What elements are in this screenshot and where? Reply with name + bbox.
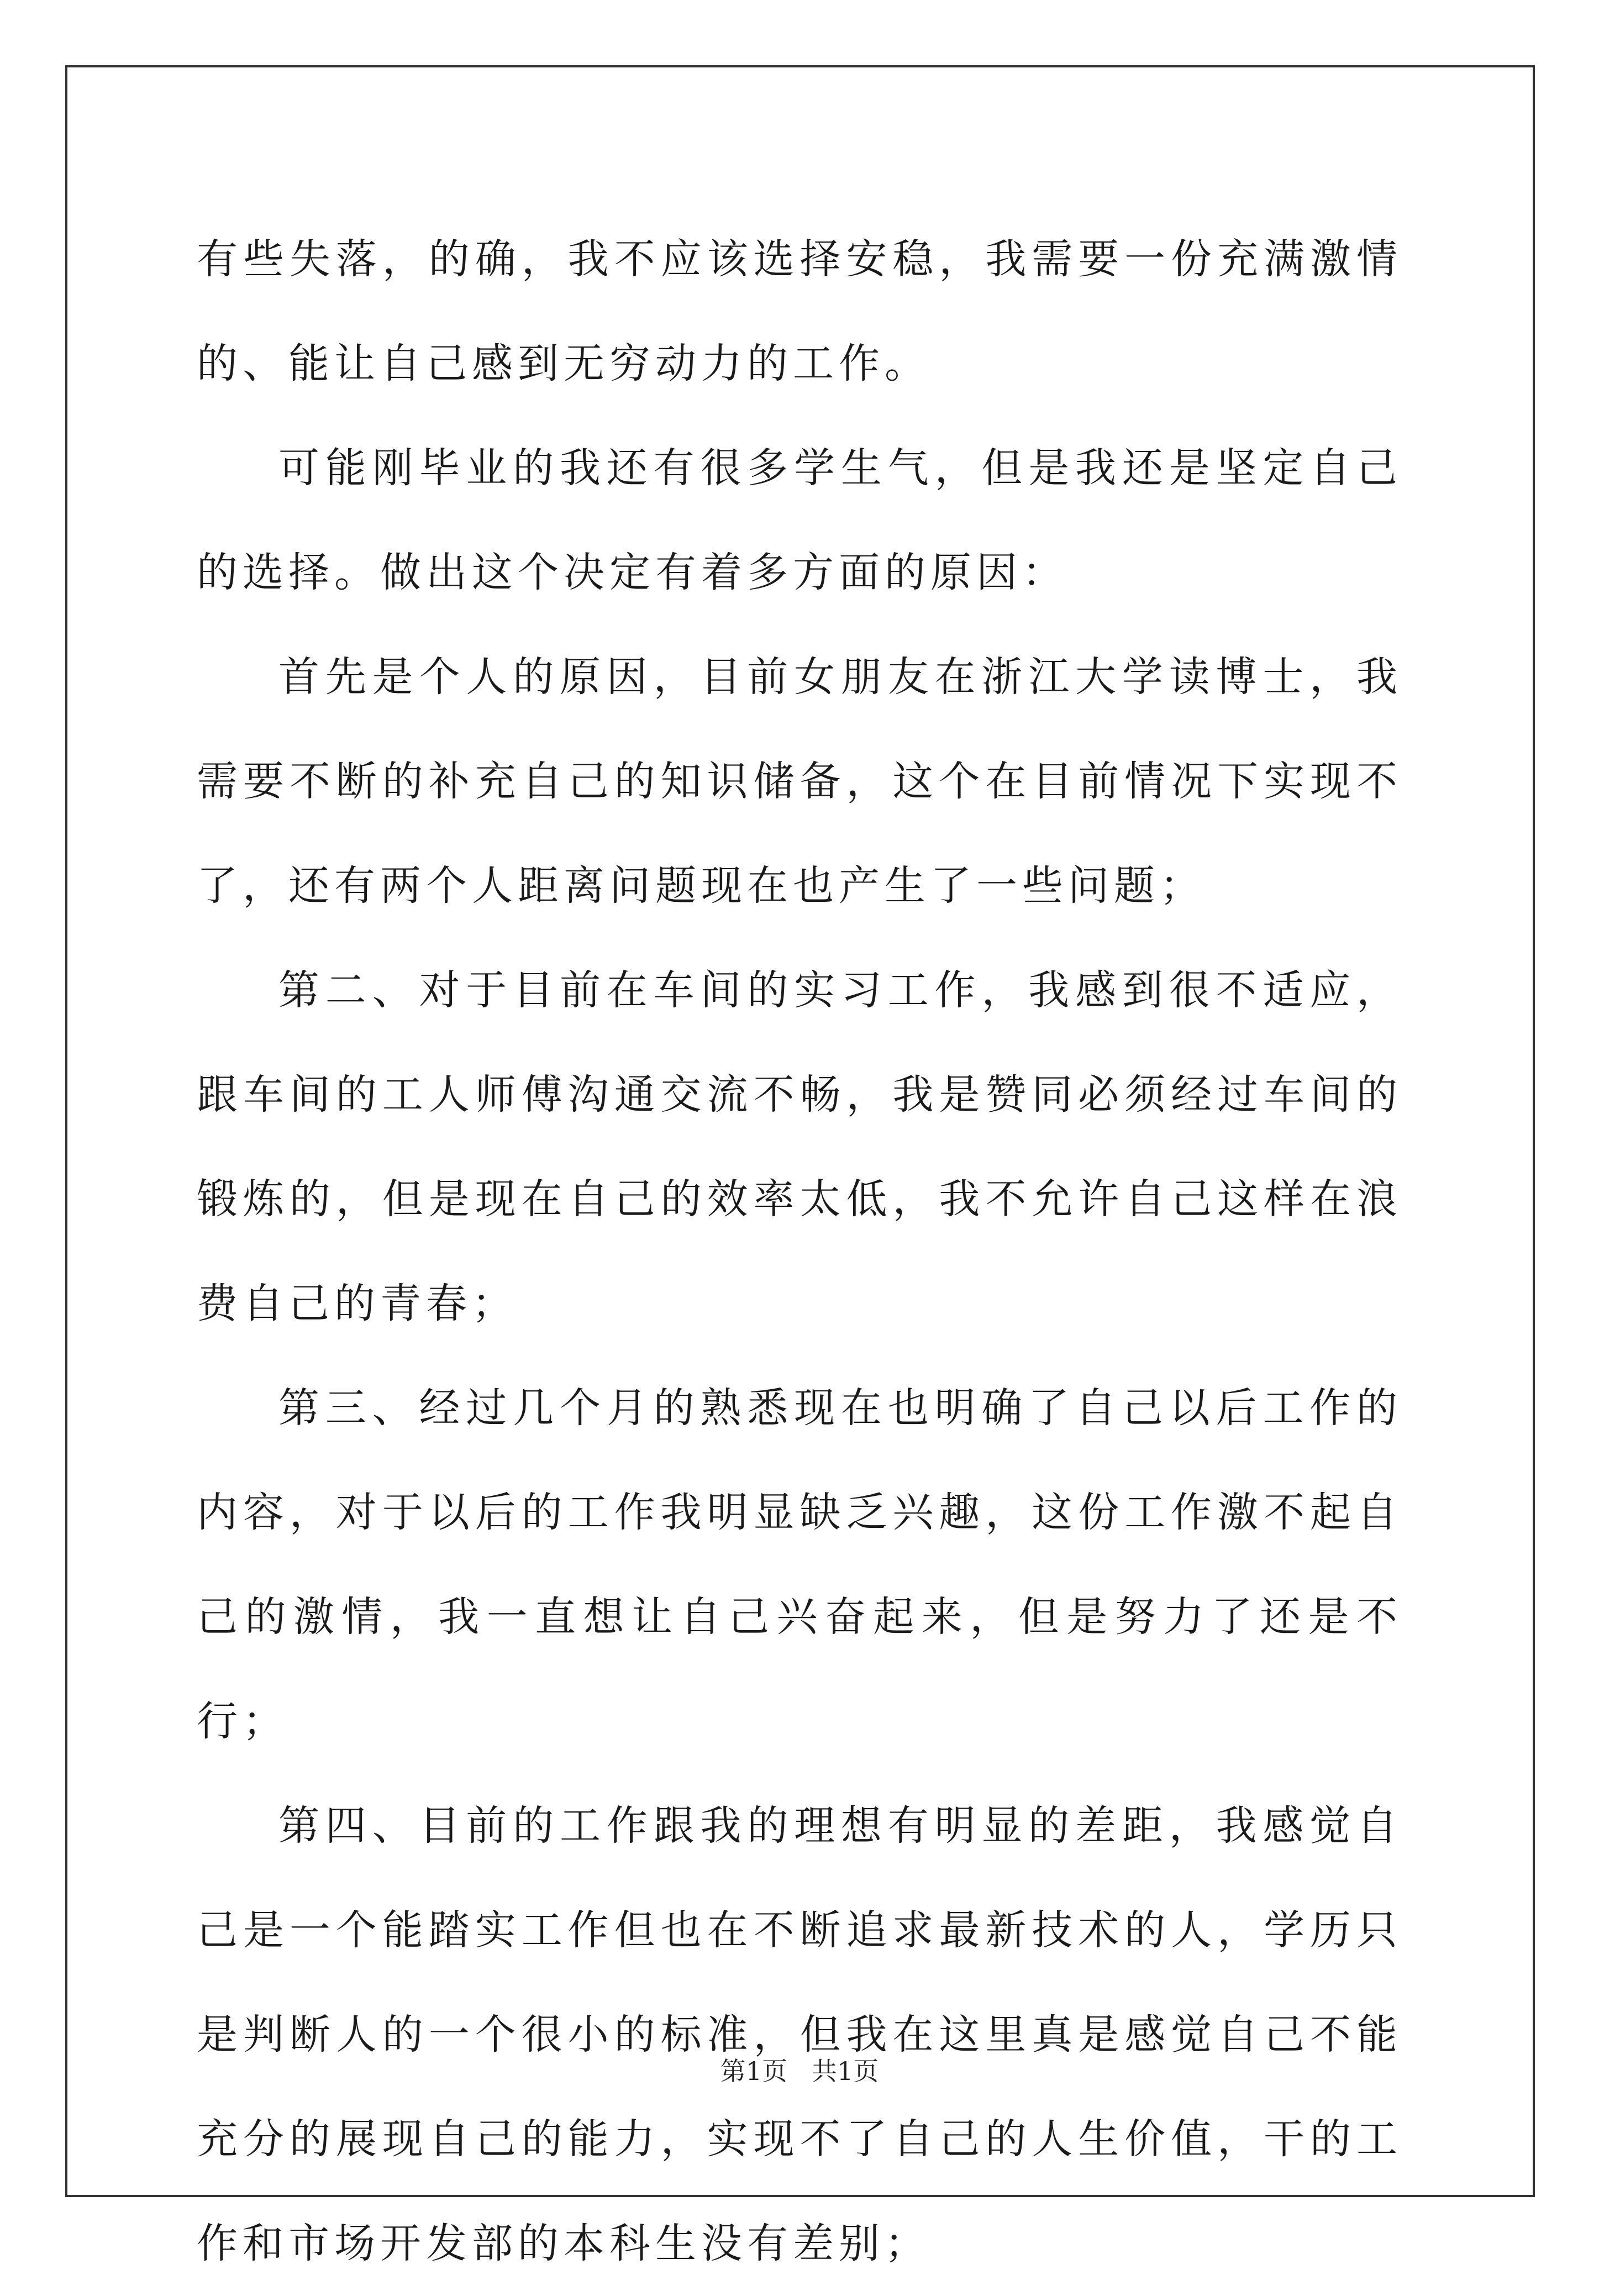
paragraph-4: 第二、对于目前在车间的实习工作，我感到很不适应，跟车间的工人师傅沟通交流不畅，我是赞同必须经过车间的锻炼的，但是现在自己的效率太低，我不允许自己这样在浪费自己的青春； [197, 966, 1402, 1327]
paragraph-1: 有些失落，的确，我不应该选择安稳，我需要一份充满激情的、能让自己感到无穷动力的工作。 [197, 235, 1402, 387]
paragraph-5: 第三、经过几个月的熟悉现在也明确了自己以后工作的内容，对于以后的工作我明显缺乏兴趣，这份工作激不起自己的激情，我一直想让自己兴奋起来，但是努力了还是不行； [197, 1384, 1402, 1745]
page-footer [0, 2055, 1599, 2088]
page-number: 第1页 [720, 2056, 787, 2086]
document-body [197, 207, 1402, 2296]
page-total: 共1页 [812, 2056, 879, 2086]
paragraph-3: 首先是个人的原因，目前女朋友在浙江大学读博士，我需要不断的补充自己的知识储备，这个在目前情况下实现不了，还有两个人距离问题现在也产生了一些问题； [197, 653, 1402, 910]
paragraph-2: 可能刚毕业的我还有很多学生气，但是我还是坚定自己的选择。做出这个决定有着多方面的原因： [197, 444, 1402, 596]
paragraph-6: 第四、目前的工作跟我的理想有明显的差距，我感觉自己是一个能踏实工作但也在不断追求最新技术的人，学历只是判断人的一个很小的标准，但我在这里真是感觉自己不能充分的展现自己的能力，实现不了自己的人生价值，干的工作和市场开发部的本科生没有差别； [197, 1802, 1402, 2267]
